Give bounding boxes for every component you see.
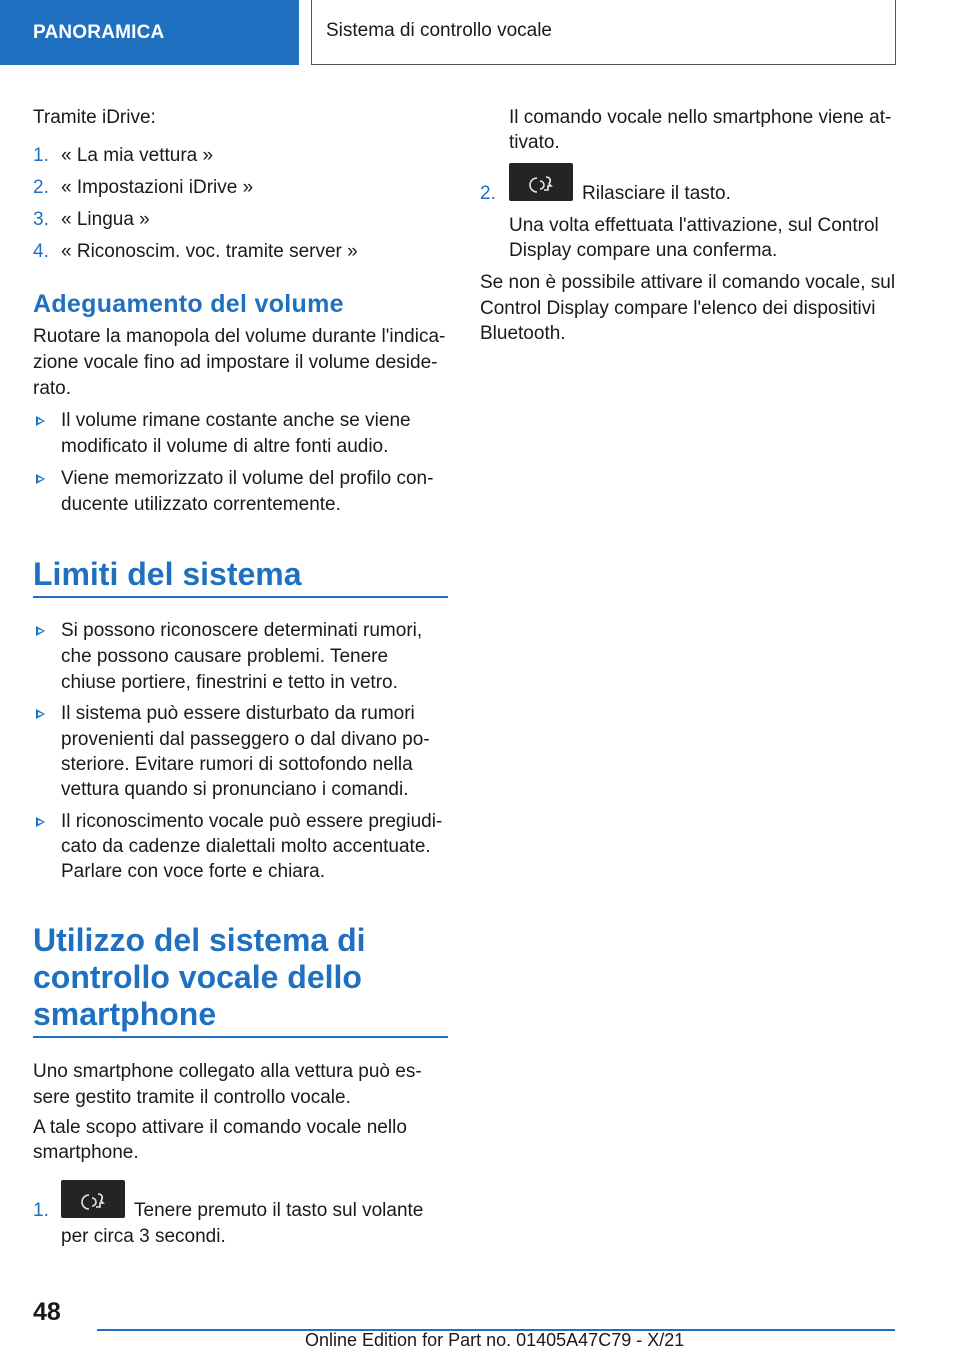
step-text: « Impostazioni iDrive »: [61, 177, 254, 198]
step-continuation-line: Il comando vocale nello smartphone viene at‐: [509, 107, 892, 128]
step-number: 2.: [33, 177, 49, 198]
right-paragraph-line: Se non è possibile attivare il comando vocale, sul: [480, 272, 896, 293]
step-text: « Lingua »: [61, 209, 150, 230]
step-number: 2.: [480, 183, 496, 204]
limits-bullet-line: Il riconoscimento vocale può essere pregiudi‐: [61, 811, 443, 832]
intro-text: Tramite iDrive:: [33, 107, 156, 128]
step-number: 1.: [33, 145, 49, 166]
bullet-triangle-icon: [36, 474, 45, 484]
limits-bullet-line: vettura quando si pronunciano i comandi.: [61, 779, 409, 800]
right-paragraph-line: Control Display compare l'elenco dei dispositivi: [480, 298, 876, 319]
step-number: 1.: [33, 1200, 49, 1221]
volume-paragraph-line: rato.: [33, 378, 72, 399]
smartphone-paragraph-line: Uno smartphone collegato alla vettura può es‐: [33, 1061, 422, 1082]
volume-heading: Adeguamento del volume: [33, 290, 344, 318]
heading-rule: [33, 1036, 448, 1038]
step-text: Rilasciare il tasto.: [582, 183, 731, 204]
step-text: « La mia vettura »: [61, 145, 214, 166]
volume-paragraph-line: Ruotare la manopola del volume durante l'indica‐: [33, 326, 446, 347]
smartphone-heading-line: smartphone: [33, 996, 217, 1032]
step-number: 4.: [33, 241, 49, 262]
step-text: « Riconoscim. voc. tramite server »: [61, 241, 358, 262]
volume-paragraph-line: zione vocale fino ad impostare il volume deside‐: [33, 352, 438, 373]
limits-bullet-line: chiuse portiere, finestrini e tetto in vetro.: [61, 672, 398, 693]
step-continuation-line: tivato.: [509, 132, 560, 153]
page-number: 48: [33, 1298, 61, 1326]
voice-control-button-icon: [509, 163, 573, 201]
limits-bullet-line: provenienti dal passeggero o dal divano po‐: [61, 729, 430, 750]
limits-bullet-line: Si possono riconoscere determinati rumori,: [61, 620, 423, 641]
smartphone-heading-line: Utilizzo del sistema di: [33, 922, 366, 958]
smartphone-paragraph-line: A tale scopo attivare il comando vocale nello: [33, 1117, 407, 1138]
volume-bullet-line: Viene memorizzato il volume del profilo con‐: [61, 468, 434, 489]
edition-text: Online Edition for Part no. 01405A47C79 - X/21: [305, 1330, 685, 1350]
limits-heading: Limiti del sistema: [33, 556, 302, 592]
limits-bullet-line: Il sistema può essere disturbato da rumori: [61, 703, 415, 724]
smartphone-heading-line: controllo vocale dello: [33, 959, 362, 995]
limits-bullet-line: Parlare con voce forte e chiara.: [61, 861, 326, 882]
bullet-triangle-icon: [36, 709, 45, 719]
bullet-triangle-icon: [36, 626, 45, 636]
smartphone-paragraph-line: smartphone.: [33, 1142, 139, 1163]
smartphone-paragraph-line: sere gestito tramite il controllo vocale.: [33, 1087, 351, 1108]
step-text: Display compare una conferma.: [509, 240, 778, 261]
heading-rule: [33, 596, 448, 598]
section-tab: PANORAMICA: [0, 0, 299, 65]
limits-bullet-line: steriore. Evitare rumori di sottofondo nella: [61, 754, 413, 775]
step-number: 3.: [33, 209, 49, 230]
page-title: Sistema di controllo vocale: [311, 0, 896, 65]
step-text: Tenere premuto il tasto sul volante: [134, 1200, 424, 1221]
bullet-triangle-icon: [36, 416, 45, 426]
voice-control-button-icon: [61, 1180, 125, 1218]
volume-bullet-line: modificato il volume di altre fonti audio.: [61, 436, 389, 457]
limits-bullet-line: che possono causare problemi. Tenere: [61, 646, 389, 667]
volume-bullet-line: Il volume rimane costante anche se viene: [61, 410, 411, 431]
bullet-triangle-icon: [36, 817, 45, 827]
step-text: per circa 3 secondi.: [61, 1226, 226, 1247]
volume-bullet-line: ducente utilizzato correntemente.: [61, 494, 341, 515]
limits-bullet-line: cato da cadenze dialettali molto accentuate.: [61, 836, 431, 857]
step-text: Una volta effettuata l'attivazione, sul Control: [509, 215, 879, 236]
right-paragraph-line: Bluetooth.: [480, 323, 566, 344]
